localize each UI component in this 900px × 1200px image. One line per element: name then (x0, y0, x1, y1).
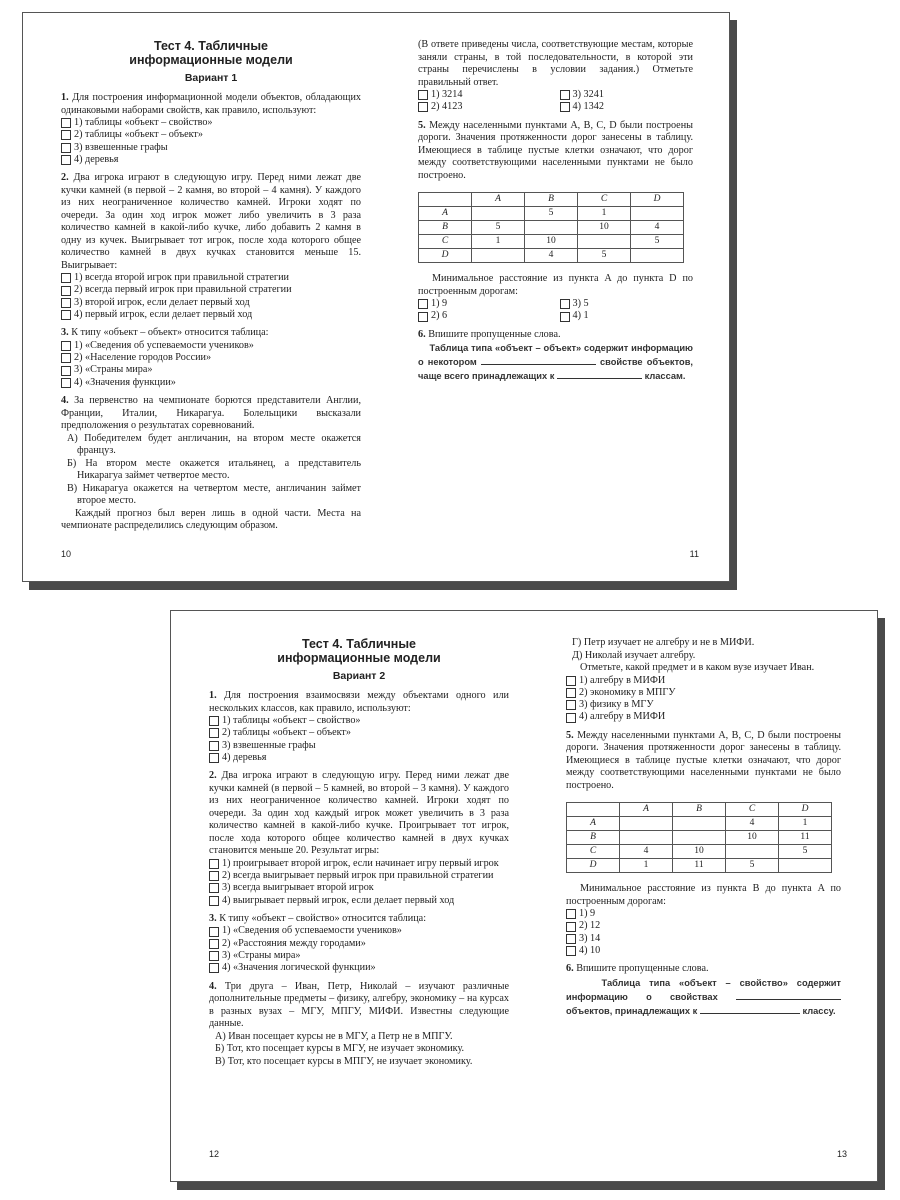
book-spread-variant-1 (22, 12, 730, 582)
checkbox[interactable] (566, 946, 576, 956)
statement: В) Никарагуа окажется на четвертом месте, англичанин займет второе место. (67, 482, 361, 507)
option[interactable] (209, 727, 509, 739)
fill-text: классу. (802, 1005, 836, 1016)
page-13 (566, 637, 841, 1200)
question-6 (418, 329, 693, 384)
table-cell (472, 207, 525, 221)
table-header: B (673, 803, 726, 817)
checkbox[interactable] (61, 143, 71, 153)
option[interactable] (209, 858, 509, 870)
option-label: 1) алгебру в МИФИ (579, 674, 666, 686)
option[interactable] (566, 945, 841, 957)
option-label: 1) 3214 (431, 89, 463, 100)
option-label: 4) «Значения логической функции» (222, 962, 376, 974)
question-number: 3. (209, 912, 217, 924)
question-number: 1. (209, 690, 217, 701)
table-row (567, 831, 832, 845)
option-label: 1) таблицы «объект – свойство» (74, 117, 213, 128)
test-title (209, 637, 509, 665)
page-number-right: 13 (836, 1149, 847, 1159)
question-text: (В ответе приведены числа, соответствующие местам, которые заняли страны, в той последовательности, в которой эти страны перечислены в условии задания.) Отметьте правильный ответ. (418, 39, 693, 88)
question-text: Отметьте, какой предмет и в каком вузе изучает Иван. (580, 662, 815, 673)
variant-label: Вариант 2 (332, 670, 386, 682)
checkbox[interactable] (61, 310, 71, 320)
checkbox[interactable] (566, 922, 576, 932)
question-text: Три друга – Иван, Петр, Николай – изучают различные дополнительные предметы – физику, алгебру, экономику – на курсах в разных вузах – МГУ, МПГУ, МИФИ. Известны следующие данные. (209, 980, 509, 1030)
option[interactable] (566, 908, 841, 920)
question-6 (566, 963, 841, 1018)
table-cell (472, 249, 525, 263)
checkbox[interactable] (209, 896, 219, 906)
title-line-2: информационные модели (129, 53, 293, 67)
fill-text: свойстве (599, 357, 643, 368)
table-row (567, 817, 832, 831)
checkbox[interactable] (566, 934, 576, 944)
checkbox[interactable] (61, 341, 71, 351)
option[interactable] (209, 895, 509, 907)
page-number-left: 10 (61, 549, 72, 559)
question-number: 6. (418, 328, 426, 340)
option[interactable] (61, 154, 361, 166)
checkbox[interactable] (209, 859, 219, 869)
option[interactable] (61, 272, 361, 284)
checkbox[interactable] (209, 741, 219, 751)
table-cell: 10 (525, 235, 578, 249)
option[interactable] (209, 715, 509, 727)
option[interactable] (560, 298, 694, 310)
page-11 (418, 39, 693, 607)
question-text: Для построения взаимосвязи между объектами одного или нескольких классов, как правило, используют: (209, 690, 509, 714)
option-label: 3) «Страны мира» (74, 364, 153, 376)
table-cell (726, 845, 779, 859)
statement: Д) Николай изучает алгебру. (572, 649, 696, 661)
option-label: 1) таблицы «объект – свойство» (222, 715, 361, 726)
question-text: Между населенными пунктами A, B, C, D были построены дороги. Значения протяженности дорог занесены в таблицу. Имеющиеся в таблице пустые клетки означают, что дорог между соответствующими населенными пунктами не было построено. (566, 729, 841, 791)
option[interactable] (566, 933, 841, 945)
option-label: 4) деревья (74, 153, 119, 165)
checkbox[interactable] (566, 909, 576, 919)
table-cell: 1 (578, 207, 631, 221)
distance-table (566, 802, 832, 873)
option[interactable] (61, 352, 361, 364)
option[interactable] (566, 687, 841, 699)
question-4 (61, 395, 361, 533)
option[interactable] (566, 699, 841, 711)
table-cell: 5 (779, 845, 832, 859)
fill-in-text (418, 341, 693, 383)
statement: А) Победителем будет англичанин, на втором месте окажется француз. (67, 432, 361, 457)
table-row (419, 193, 684, 207)
row-header: A (419, 207, 472, 221)
option-label: 1) «Сведения об успеваемости учеников» (222, 925, 402, 937)
table-cell: 11 (673, 859, 726, 873)
option[interactable] (560, 89, 694, 101)
table-row (567, 803, 832, 817)
checkbox[interactable] (566, 676, 576, 686)
option[interactable] (209, 962, 509, 974)
checkbox[interactable] (209, 939, 219, 949)
table-row (567, 859, 832, 873)
question-text: К типу «объект – объект» относится таблица: (71, 327, 269, 339)
option-label: 1) 9 (431, 298, 448, 310)
fill-in-text (566, 976, 841, 1018)
title-line-1: Тест 4. Табличные (302, 637, 416, 651)
option-label: 3) всегда выигрывает второй игрок (222, 882, 374, 894)
option-label: 2) «Население городов России» (74, 352, 212, 364)
page-number-right: 11 (689, 549, 699, 559)
table-cell: 1 (620, 859, 673, 873)
blank-field[interactable] (557, 369, 642, 379)
fill-text: Таблица типа «объект – объект» содержит информацию о некотором (418, 343, 693, 368)
option-label: 4) алгебру в МИФИ (579, 711, 666, 723)
checkbox[interactable] (418, 312, 428, 322)
question-number: 2. (61, 172, 69, 184)
table-header: B (525, 193, 578, 207)
checkbox[interactable] (209, 963, 219, 973)
table-cell (779, 859, 832, 873)
question-text: К типу «объект – свойство» относится таблица: (219, 912, 427, 924)
option[interactable] (418, 101, 552, 113)
checkbox[interactable] (560, 102, 570, 112)
checkbox[interactable] (61, 298, 71, 308)
table-cell: 4 (620, 845, 673, 859)
option[interactable] (566, 711, 841, 723)
question-number: 3. (61, 327, 69, 339)
option-label: 3) второй игрок, если делает первый ход (74, 296, 250, 308)
option[interactable] (209, 870, 509, 882)
question-text: Минимальное расстояние из пункта B до пункта A по построенным дорогам: (566, 883, 841, 907)
checkbox[interactable] (61, 130, 71, 140)
checkbox[interactable] (209, 871, 219, 881)
table-cell: 1 (779, 817, 832, 831)
table-cell (567, 803, 620, 817)
checkbox[interactable] (560, 90, 570, 100)
statement: А) Иван посещает курсы не в МГУ, а Петр не в МПГУ. (215, 1030, 453, 1042)
question-text: Два игрока играют в следующую игру. Перед ними лежат две кучки камней (в первой – 5 камней, во второй – 3 камня). У каждого из них неограниченное количество камней. Игроки ходят по очереди. За один ход каждый игрок может увеличить в 3 раза количество камней в какой-либо кучке. Проигрывает тот игрок, после хода которого общее количество камней в двух кучках становится меньше 20. Результат игры: (209, 770, 510, 857)
option-label: 2) таблицы «объект – объект» (74, 129, 203, 141)
title-line-1: Тест 4. Табличные (154, 39, 268, 53)
option[interactable] (418, 298, 552, 310)
checkbox[interactable] (61, 118, 71, 128)
row-header: C (567, 845, 620, 859)
option[interactable] (418, 310, 552, 322)
distance-table (418, 192, 684, 263)
checkbox[interactable] (418, 102, 428, 112)
option-label: 3) 5 (572, 298, 589, 310)
table-header: D (631, 193, 684, 207)
table-cell: 5 (726, 859, 779, 873)
row-header: B (567, 831, 620, 845)
option[interactable] (209, 950, 509, 962)
option[interactable] (61, 377, 361, 389)
question-number: 5. (566, 729, 574, 741)
blank-field[interactable] (736, 990, 841, 1000)
table-cell: 11 (779, 831, 832, 845)
table-cell: 5 (472, 221, 525, 235)
table-header: A (472, 193, 525, 207)
checkbox[interactable] (209, 883, 219, 893)
checkbox[interactable] (566, 700, 576, 710)
option[interactable] (209, 882, 509, 894)
table-cell: 5 (525, 207, 578, 221)
fill-text: объектов, (566, 1005, 613, 1016)
option-label: 2) 4123 (431, 101, 463, 113)
table-cell: 4 (726, 817, 779, 831)
table-cell (578, 235, 631, 249)
option[interactable] (61, 117, 361, 129)
table-cell (620, 831, 673, 845)
fill-text: принадлежащих к (614, 1005, 698, 1016)
question-number: 5. (418, 119, 426, 131)
option[interactable] (61, 284, 361, 296)
question-text: Два игрока играют в следующую игру. Перед ними лежат две кучки камней (в первой – 2 камня, во второй – 4 камня). У каждого из них неограниченное количество камней. Игроки ходят по очереди. За один ход игрок может либо увеличить в 3 раза количество камней в какой-либо кучке, либо добавить 2 камня в одну из кучек. Выигрывает тот игрок, после хода которого общее количество камней в двух кучках становится меньше 15. Выигрывает: (61, 172, 362, 271)
table-cell (631, 249, 684, 263)
option[interactable] (61, 340, 361, 352)
checkbox[interactable] (566, 713, 576, 723)
option[interactable] (566, 920, 841, 932)
question-text: Минимальное расстояние из пункта A до пункта D по построенным дорогам: (418, 273, 693, 297)
option[interactable] (560, 101, 694, 113)
question-number: 4. (209, 980, 217, 992)
option-label: 1) проигрывает второй игрок, если начинает игру первый игрок (222, 857, 499, 869)
option[interactable] (61, 364, 361, 376)
option-label: 2) 6 (431, 310, 448, 322)
question-text: Впишите пропущенные слова. (428, 328, 561, 340)
checkbox[interactable] (560, 312, 570, 322)
question-2 (209, 770, 509, 907)
table-header: C (726, 803, 779, 817)
checkbox[interactable] (209, 728, 219, 738)
table-cell (525, 221, 578, 235)
option[interactable] (209, 938, 509, 950)
row-header: D (567, 859, 620, 873)
option-label: 4) 1342 (572, 101, 604, 113)
fill-text: Таблица типа «объект – свойство» содержит информацию о свойствах (566, 977, 841, 1002)
variant-label: Вариант 1 (184, 72, 238, 84)
checkbox[interactable] (61, 155, 71, 165)
option-label: 1) 9 (579, 908, 596, 920)
option-label: 4) деревья (222, 751, 267, 763)
option-label: 2) «Расстояния между городами» (222, 937, 366, 949)
option-label: 2) экономику в МПГУ (579, 686, 676, 698)
question-2 (61, 172, 361, 321)
statement: В) Тот, кто посещает курсы в МПГУ, не изучает экономику. (215, 1055, 473, 1067)
question-3 (61, 327, 361, 389)
option-label: 4) первый игрок, если делает первый ход (74, 309, 253, 321)
option[interactable] (566, 675, 841, 687)
question-number: 1. (61, 92, 69, 103)
option-label: 1) всегда второй игрок при правильной стратегии (74, 272, 289, 284)
checkbox[interactable] (61, 286, 71, 296)
table-cell: 10 (673, 845, 726, 859)
question-text: Впишите пропущенные слова. (576, 963, 709, 975)
table-cell (419, 193, 472, 207)
table-row (419, 249, 684, 263)
option-label: 2) 12 (579, 920, 601, 932)
table-cell (673, 817, 726, 831)
question-1 (61, 92, 361, 166)
row-header: B (419, 221, 472, 235)
checkbox[interactable] (61, 353, 71, 363)
checkbox[interactable] (418, 90, 428, 100)
option-label: 2) всегда выигрывает первый игрок при правильной стратегии (222, 869, 494, 881)
option-label: 4) выигрывает первый игрок, если делает первый ход (222, 894, 455, 906)
question-text: Между населенными пунктами A, B, C, D были построены дороги. Значения протяженности дорог занесены в таблицу. Имеющиеся в таблице пустые клетки означают, что дорог между соответствующими населенными пунктами не было построено. (418, 119, 693, 181)
blank-field[interactable] (700, 1004, 800, 1014)
table-cell: 1 (472, 235, 525, 249)
option-label: 3) взвешенные графы (74, 141, 168, 153)
table-cell: 5 (631, 235, 684, 249)
option-label: 4) 10 (579, 945, 601, 957)
page-10 (61, 39, 361, 607)
table-row (419, 221, 684, 235)
question-4 (209, 981, 509, 1069)
table-cell: 10 (578, 221, 631, 235)
option-label: 3) физику в МГУ (579, 699, 654, 711)
question-number: 6. (566, 963, 574, 975)
checkbox[interactable] (566, 688, 576, 698)
question-4-continued (418, 39, 693, 114)
table-row (419, 207, 684, 221)
question-4-continued (566, 637, 841, 724)
page-number-left: 12 (209, 1149, 220, 1159)
row-header: A (567, 817, 620, 831)
checkbox[interactable] (209, 716, 219, 726)
option-label: 3) взвешенные графы (222, 739, 316, 751)
table-row (567, 845, 832, 859)
table-row (419, 235, 684, 249)
fill-text: объектов, чаще всего принадлежащих к (418, 357, 693, 382)
option-label: 1) «Сведения об успеваемости учеников» (74, 339, 254, 351)
option-label: 4) «Значения функции» (74, 376, 176, 388)
option[interactable] (61, 297, 361, 309)
checkbox[interactable] (61, 378, 71, 388)
option[interactable] (61, 309, 361, 321)
option-label: 3) 3241 (572, 89, 604, 100)
question-text: Для построения информационной модели объектов, обладающих одинаковыми наборами свойств, как правило, используют: (61, 92, 361, 116)
checkbox[interactable] (209, 753, 219, 763)
question-text-after: Каждый прогноз был верен лишь в одной части. Места на чемпионате распределились следующим образом. (61, 507, 361, 532)
blank-field[interactable] (481, 355, 596, 365)
table-cell: 4 (631, 221, 684, 235)
option[interactable] (560, 310, 694, 322)
question-number: 4. (61, 395, 69, 407)
book-spread-variant-2 (170, 610, 878, 1182)
checkbox[interactable] (61, 366, 71, 376)
table-header: A (620, 803, 673, 817)
question-5 (566, 730, 841, 958)
option[interactable] (61, 129, 361, 141)
checkbox[interactable] (209, 927, 219, 937)
title-line-2: информационные модели (277, 651, 441, 665)
table-cell: 5 (578, 249, 631, 263)
option[interactable] (209, 752, 509, 764)
table-header: D (779, 803, 832, 817)
option[interactable] (61, 142, 361, 154)
table-cell (620, 817, 673, 831)
question-text: За первенство на чемпионате борются представители Англии, Франции, Италии, Никарагуа. Болельщики высказали предположения о результатах соревнований. (61, 395, 361, 432)
table-cell (631, 207, 684, 221)
fill-text: классам. (644, 371, 686, 382)
statement: Б) Тот, кто посещает курсы в МГУ, не изучает экономику. (215, 1043, 465, 1055)
checkbox[interactable] (61, 273, 71, 283)
option-label: 3) 14 (579, 932, 601, 944)
option-label: 3) «Страны мира» (222, 949, 301, 961)
option[interactable] (418, 89, 552, 101)
table-header: C (578, 193, 631, 207)
question-3 (209, 913, 509, 975)
question-number: 2. (209, 770, 217, 782)
option[interactable] (209, 925, 509, 937)
table-cell: 10 (726, 831, 779, 845)
page-12 (209, 637, 509, 1200)
option-label: 4) 1 (572, 310, 589, 322)
row-header: C (419, 235, 472, 249)
test-title (61, 39, 361, 67)
option-label: 2) всегда первый игрок при правильной стратегии (74, 284, 292, 296)
row-header: D (419, 249, 472, 263)
option[interactable] (209, 740, 509, 752)
question-1 (209, 690, 509, 764)
checkbox[interactable] (560, 299, 570, 309)
statement: Б) На втором месте окажется итальянец, а представитель Никарагуа займет четвертое место. (67, 457, 361, 482)
statement: Г) Петр изучает не алгебру и не в МИФИ. (572, 637, 755, 648)
table-cell: 4 (525, 249, 578, 263)
table-cell (673, 831, 726, 845)
checkbox[interactable] (209, 951, 219, 961)
checkbox[interactable] (418, 299, 428, 309)
question-5 (418, 120, 693, 323)
option-label: 2) таблицы «объект – объект» (222, 727, 351, 739)
